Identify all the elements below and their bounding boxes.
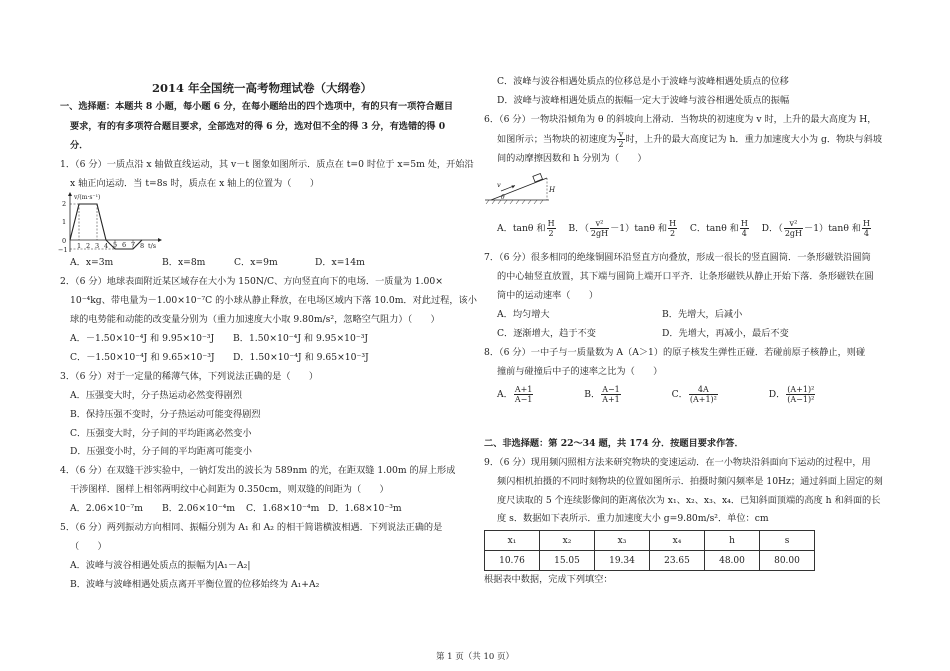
q6-b-num1: v²	[590, 219, 609, 229]
q1-xtick-7: 7	[131, 241, 136, 249]
q8-c-den: (A+1)²	[689, 395, 717, 404]
q5-option-c: C．波峰与波谷相遇处质点的位移总是小于波峰与波峰相遇处质点的位移	[497, 76, 789, 87]
section1-heading: 一、选择题：本题共 8 小题，每小题 6 分，在每小题给出的四个选项中，有的只有一项符合题目	[60, 101, 454, 112]
q8-option-b: B．	[584, 389, 601, 400]
q4-option-d: D．1.68×10⁻³m	[328, 503, 402, 514]
table-value-x1: 10.76	[485, 551, 540, 571]
q3-line1: 3．（6 分）对于一定量的稀薄气体，下列说法正确的是（ ）	[60, 371, 319, 382]
q8-option-a: A．	[497, 389, 513, 400]
q6-option-d-post: －1）tanθ 和	[804, 223, 861, 234]
q8-b-num: A−1	[602, 385, 620, 394]
q2-line2: 10⁻⁴kg、带电量为－1.00×10⁻⁷C 的小球从静止释放，在电场区域内下落 10.0m．对此过程，该小	[70, 295, 477, 306]
q6-a-den: 2	[548, 229, 554, 238]
table-header-s: s	[760, 531, 815, 551]
q1-xtick-3: 3	[95, 242, 100, 250]
q6-incline-figure	[483, 170, 568, 206]
q6-d-frac1	[784, 219, 803, 238]
table-header-x3: x₃	[595, 531, 650, 551]
q2-option-d: D．1.50×10⁻⁴J 和 9.65×10⁻³J	[233, 352, 369, 363]
q1-xtick-2: 2	[86, 242, 91, 250]
q3-option-d: D．压强变小时，分子间的平均距离可能变小	[70, 446, 252, 457]
q1-option-d: D．x=14m	[315, 257, 365, 268]
q6-option-d: D．（	[761, 223, 783, 234]
q3-option-c: C．压强变大时，分子间的平均距离必然变小	[70, 428, 252, 439]
q7-line2: 的中心轴竖直放置，其下端与圆筒上端开口平齐．让条形磁铁从静止开始下落．条形磁铁在圆	[497, 271, 874, 282]
q6-options	[497, 219, 872, 238]
q2-line1: 2．（6 分）地球表面附近某区域存在大小为 150N/C、方向竖直向下的电场．一质量为 1.00×	[60, 276, 443, 287]
q8-d-num: (A+1)²	[787, 385, 815, 394]
q1-ytick-2: 2	[62, 200, 67, 208]
q8-option-d: D．	[768, 389, 786, 400]
q6-line2-a: 如图所示；当物块的初速度为	[497, 134, 617, 145]
q8-line2: 撞前与碰撞后中子的速率之比为（ ）	[497, 366, 663, 377]
q1-option-c: C．x=9m	[234, 257, 278, 268]
page-footer: 第 1 页（共 10 页）	[435, 652, 515, 662]
q6-d-den2: 4	[863, 229, 869, 238]
q1-ytick-1: 1	[62, 218, 67, 226]
q5-line2: （ ）	[70, 541, 107, 552]
q6-d-den1: 2gH	[784, 229, 803, 238]
q8-b-den: A+1	[602, 395, 620, 404]
q4-option-c: C．1.68×10⁻⁴m	[246, 503, 320, 514]
q8-option-c: C．	[671, 389, 688, 400]
q6-option-b: B．（	[568, 223, 589, 234]
q6-d-num1: v²	[784, 219, 803, 229]
q2-option-b: B．1.50×10⁻⁴J 和 9.95×10⁻³J	[233, 333, 369, 344]
q6-line1: 6．（6 分）一物块沿倾角为 θ 的斜坡向上滑动．当物块的初速度为 v 时，上升的最大高度为 H，	[484, 114, 877, 125]
q6-b-den2: 2	[670, 229, 676, 238]
q4-line2: 干涉图样．图样上相邻两明纹中心间距为 0.350cm，则双缝的间距为（ ）	[70, 484, 389, 495]
q1-xtick-6: 6	[122, 241, 127, 249]
q6-c-num: H	[740, 219, 748, 228]
q2-option-c: C．－1.50×10⁻⁴J 和 9.65×10⁻³J	[70, 352, 215, 363]
q1-ytick-0: 0	[62, 237, 67, 245]
q6-b-den1: 2gH	[590, 229, 609, 238]
q8-a-den: A−1	[514, 395, 533, 404]
q6-fig-v: v	[497, 181, 501, 189]
q1-xtick-1: 1	[77, 242, 82, 250]
q1-xtick-4: 4	[104, 242, 109, 250]
q9-data-table	[484, 530, 815, 571]
q8-options	[497, 385, 816, 404]
q2-line3: 球的电势能和动能的改变量分别为（重力加速度大小取 9.80m/s²，忽略空气阻力）（ ）	[70, 314, 440, 325]
q1-graph-ylabel: v/(m·s⁻¹)	[74, 194, 101, 201]
q2-option-a: A．－1.50×10⁻⁴J 和 9.95×10⁻³J	[70, 333, 215, 344]
q5-line1: 5．（6 分）两列振动方向相同、振幅分别为 A₁ 和 A₂ 的相干简谐横波相遇．下列说法正确的是	[60, 522, 443, 533]
q7-option-c: C．逐渐增大，趋于不变	[497, 328, 596, 339]
q1-option-a: A．x=3m	[70, 257, 114, 268]
q8-line1: 8．（6 分）一中子与一质量数为 A（A＞1）的原子核发生弹性正碰．若碰前原子核静止，则碰	[484, 347, 866, 358]
q6-fig-theta: θ	[501, 194, 505, 201]
q1-ytick-neg1: −1	[58, 246, 68, 254]
table-value-x2: 15.05	[540, 551, 595, 571]
q8-a-frac	[514, 385, 534, 404]
q5-option-a: A．波峰与波谷相遇处质点的振幅为|A₁－A₂|	[70, 560, 251, 571]
q1-xtick-5: 5	[113, 241, 118, 249]
q6-line2	[497, 130, 882, 149]
q8-a-num: A+1	[514, 385, 533, 394]
q1-option-b: B．x=8m	[162, 257, 206, 268]
q6-line2-b: 时，上升的最大高度记为 h．重力加速度大小为 g．物块与斜坡	[625, 134, 883, 145]
q6-line3: 间的动摩擦因数和 h 分别为（ ）	[497, 153, 647, 164]
q6-a-frac	[547, 219, 556, 238]
section1-line3: 分．	[70, 140, 89, 151]
table-header-h: h	[705, 531, 760, 551]
q6-c-frac	[740, 219, 749, 238]
section2-heading: 二、非选择题：第 22～34 题，共 174 分．按题目要求作答．	[484, 438, 744, 449]
q9-line1: 9．（6 分）现用频闪照相方法来研究物块的变速运动．在一小物块沿斜面向下运动的过程中，用	[484, 457, 871, 468]
q6-option-a: A．tanθ 和	[497, 223, 546, 234]
q6-c-den: 4	[741, 229, 747, 238]
q6-option-b-post: －1）tanθ 和	[610, 223, 668, 234]
q7-line3: 筒中的运动速率（ ）	[497, 290, 599, 301]
q6-d-num2: H	[862, 219, 870, 228]
q6-velocity-fraction	[617, 130, 624, 149]
q4-line1: 4．（6 分）在双缝干涉实验中，一钠灯发出的波长为 589nm 的光，在距双缝 1.00m 的屏上形成	[60, 465, 456, 476]
q6-frac-num: v	[618, 130, 624, 139]
q6-b-frac2	[668, 219, 677, 238]
q6-option-c: C．tanθ 和	[689, 223, 739, 234]
q5-option-b: B．波峰与波峰相遇处质点离开平衡位置的位移始终为 A₁+A₂	[70, 579, 320, 590]
q9-line3: 度尺读取的 5 个连续影像间的距离依次为 x₁、x₂、x₃、x₄．已知斜面顶端的高度 h 和斜面的长	[497, 495, 881, 506]
table-value-x4: 23.65	[650, 551, 705, 571]
q7-option-d: D．先增大，再减小，最后不变	[662, 328, 789, 339]
q8-b-frac	[601, 385, 621, 404]
q6-fig-H: H	[549, 186, 556, 194]
q4-option-a: A．2.06×10⁻⁷m	[70, 503, 143, 514]
q3-option-a: A．压强变大时，分子热运动必然变得剧烈	[70, 390, 243, 401]
table-value-row	[485, 551, 815, 571]
q6-b-frac1	[590, 219, 609, 238]
page-title: 2014 年全国统一高考物理试卷（大纲卷）	[152, 81, 373, 95]
q7-option-a: A．均匀增大	[497, 309, 550, 320]
section1-line2: 要求，有的有多项符合题目要求，全部选对的得 6 分，选对但不全的得 3 分，有选错的得 0	[70, 121, 446, 132]
q9-line2: 频闪相机拍摄的不同时刻物块的位置如图所示．拍摄时频闪频率是 10Hz；通过斜面上固定的刻	[497, 476, 883, 487]
q6-a-num: H	[547, 219, 555, 228]
q6-b-num2: H	[669, 219, 677, 228]
table-header-row	[485, 531, 815, 551]
q6-frac-den: 2	[618, 140, 624, 149]
q1-line1: 1．（6 分）一质点沿 x 轴做直线运动，其 v－t 图象如图所示．质点在 t=0 时位于 x=5m 处，开始沿	[60, 159, 474, 170]
q8-c-frac	[689, 385, 718, 404]
q8-d-den: (A−1)²	[787, 395, 815, 404]
table-value-s: 80.00	[760, 551, 815, 571]
q7-line1: 7．（6 分）很多相同的绝缘铜圆环沿竖直方向叠放，形成一很长的竖直圆筒．一条形磁铁沿圆筒	[484, 252, 871, 263]
table-header-x1: x₁	[485, 531, 540, 551]
q7-option-b: B．先增大，后减小	[662, 309, 743, 320]
table-value-h: 48.00	[705, 551, 760, 571]
q8-c-num: 4A	[689, 385, 718, 395]
q1-vt-graph	[58, 192, 163, 254]
q1-xtick-8: 8	[140, 242, 145, 250]
table-value-x3: 19.34	[595, 551, 650, 571]
q1-line2: x 轴正向运动．当 t=8s 时，质点在 x 轴上的位置为（ ）	[70, 178, 320, 189]
q9-after-table: 根据表中数据，完成下列填空：	[484, 574, 613, 585]
q5-option-d: D．波峰与波峰相遇处质点的振幅一定大于波峰与波谷相遇处质点的振幅	[497, 95, 790, 106]
q1-graph-xlabel: t/s	[148, 242, 157, 250]
table-header-x4: x₄	[650, 531, 705, 551]
q9-line4: 度 s．数据如下表所示．重力加速度大小 g=9.80m/s²．单位：cm	[497, 513, 769, 524]
q8-d-frac	[786, 385, 815, 404]
table-header-x2: x₂	[540, 531, 595, 551]
q6-d-frac2	[862, 219, 871, 238]
q4-option-b: B．2.06×10⁻⁴m	[162, 503, 236, 514]
q3-option-b: B．保持压强不变时，分子热运动可能变得剧烈	[70, 409, 261, 420]
